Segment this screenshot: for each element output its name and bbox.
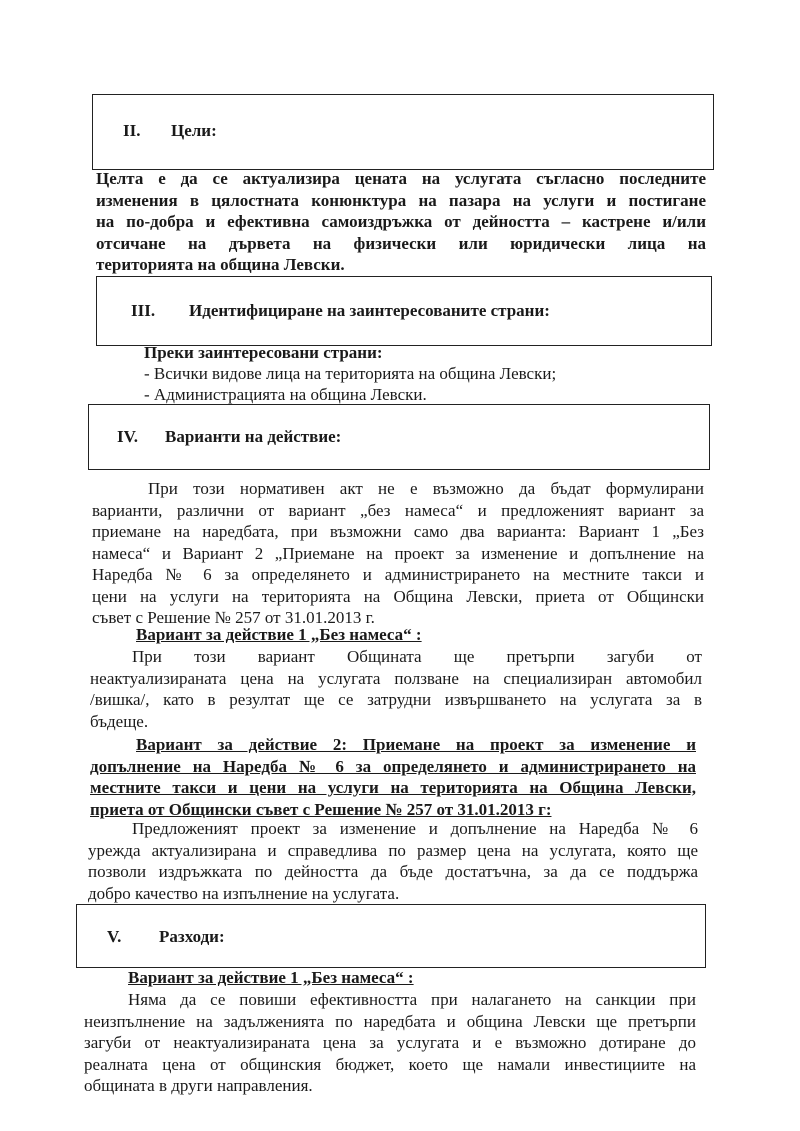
text-line: Вариант за действие 2: Приемане на проект за изменение и [136, 735, 696, 754]
text-line: Целта е да се актуализира цената на услугата съгласно последните [96, 169, 706, 188]
text-line: позволи издръжката по дейността да бъде достатъчна, за да се поддържа [88, 862, 698, 881]
section-4-number: IV. [117, 427, 138, 446]
section-2-body [96, 168, 706, 276]
section-3-header-box [96, 276, 712, 346]
section-4-header-box [88, 404, 710, 470]
text-line: урежда актуализирана и справедлива по размер цена на услугата, която ще [88, 840, 698, 860]
section-4-intro [92, 478, 704, 629]
section-5-title: Разходи: [159, 927, 225, 946]
section-4-variant-1-body [90, 646, 702, 732]
text-line: загуби от неактуализираната цена за услугата и е възможно дотиране до [84, 1033, 696, 1052]
text-line: приета от Общински съвет с Решение № 257 от 31.01.2013 г: [90, 799, 552, 819]
text-line: неактуализираната цена на услугата ползване на специализиран автомобил [90, 668, 702, 688]
text-line: на по-добра и ефективна самоиздръжка от дейността – кастрене и/или [96, 212, 706, 231]
text-line: бъдеще. [90, 711, 149, 731]
text-line: местните такси и цени на услуги на територията на Община Левски, [90, 778, 696, 797]
section-3-item: - Всички видове лица на територията на община Левски; [144, 364, 557, 383]
section-2-header-box [92, 94, 714, 170]
text-line: Предложеният проект за изменение и допълнение на Наредба № 6 [132, 819, 698, 838]
section-5-number: V. [107, 927, 122, 946]
text-line: Няма да се повиши ефективността при налагането на санкции при [128, 990, 696, 1009]
text-line: приемане на наредбата, при възможни само два варианта: Вариант 1 „Без [92, 522, 704, 541]
text-line: неизпълнение на задълженията по наредбата и община Левски ще претърпи [84, 1011, 696, 1031]
section-3-title: Идентифициране на заинтересованите страни: [189, 301, 550, 320]
section-4-title: Варианти на действие: [165, 427, 342, 446]
text-line: общината в други направления. [84, 1076, 313, 1095]
section-3-item: - Администрацията на община Левски. [144, 385, 427, 404]
section-4-variant-1-heading: Вариант за действие 1 „Без намеса“ : [136, 625, 422, 644]
section-3-number: III. [131, 301, 156, 320]
text-line: /вишка/, като в резултат ще се затрудни извършването на услугата за в [90, 690, 702, 709]
text-line: цени на услуги на територията на Община Левски, приета от Общински [92, 586, 704, 606]
text-line: намеса“ и Вариант 2 „Приемане на проект за изменение и допълнение на [92, 543, 704, 563]
section-5-variant-1-heading: Вариант за действие 1 „Без намеса“ : [128, 968, 414, 987]
text-line: При този вариант Общината ще претърпи загуби от [132, 647, 702, 666]
section-5-header-box [76, 904, 706, 968]
text-line: съвет с Решение № 257 от 31.01.2013 г. [92, 608, 375, 627]
section-4-variant-2-heading [90, 734, 696, 820]
text-line: допълнение на Наредба № 6 за определянето и администрирането на [90, 756, 696, 776]
text-line: територията на община Левски. [96, 255, 345, 274]
section-2-number: II. [123, 121, 141, 140]
text-line: варианти, различни от вариант „без намеса“ и предложеният вариант за [92, 500, 704, 520]
text-line: При този нормативен акт не е възможно да бъдат формулирани [148, 479, 704, 498]
section-2-title: Цели: [171, 121, 217, 140]
text-line: добро качество на изпълнение на услугата. [88, 883, 400, 903]
section-5-variant-1-body [84, 989, 696, 1097]
section-4-variant-2-body [88, 818, 698, 904]
section-3-subheading: Преки заинтересовани страни: [144, 343, 383, 362]
text-line: Наредба № 6 за определянето и администрирането на местните такси и [92, 565, 704, 584]
text-line: отсичане на дървета на физически или юридически лица на [96, 233, 706, 253]
text-line: изменения в цялостната конюнктура на пазара на услуги и постигане [96, 190, 706, 210]
text-line: реалната цена от общинския бюджет, което ще намали инвестициите на [84, 1054, 696, 1074]
